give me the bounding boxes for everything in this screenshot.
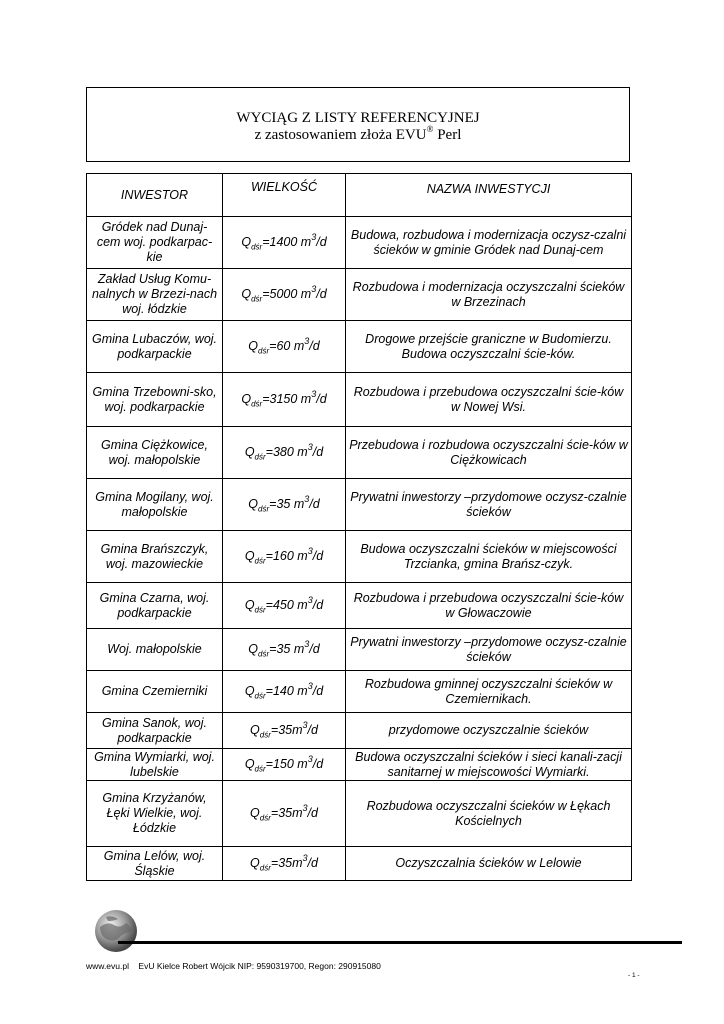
flow-unit: /d xyxy=(312,445,324,459)
investment-name-cell: Przebudowa i rozbudowa oczyszczalni ście-ków w Ciężkowicach xyxy=(346,427,632,479)
flow-symbol: Q xyxy=(250,723,260,737)
column-header-investor: INWESTOR xyxy=(87,174,223,217)
flow-unit: /d xyxy=(309,497,320,511)
flow-value: =160 m xyxy=(265,549,308,563)
flow-exponent: 3 xyxy=(311,283,317,294)
column-header-size: WIELKOŚĆ xyxy=(223,174,346,217)
investment-name-cell: Budowa oczyszczalni ścieków i sieci kanali-zacji sanitarnej w miejscowości Wymiarki. xyxy=(346,749,632,781)
investor-cell: Gmina Brańszczyk, woj. mazowieckie xyxy=(87,531,223,583)
flow-unit: /d xyxy=(316,287,327,301)
table-row xyxy=(87,373,632,427)
size-cell xyxy=(223,321,346,373)
flow-symbol: Q xyxy=(244,445,255,459)
flow-unit: /d xyxy=(312,757,324,771)
flow-value: =5000 m xyxy=(262,287,312,301)
table-row xyxy=(87,427,632,479)
table-row xyxy=(87,479,632,531)
size-cell xyxy=(223,479,346,531)
flow-exponent: 3 xyxy=(304,335,310,346)
flow-value: =450 m xyxy=(265,598,308,612)
flow-value: =35 m xyxy=(269,642,305,656)
flow-symbol: Q xyxy=(244,684,255,698)
flow-unit: /d xyxy=(309,339,320,353)
flow-unit: /d xyxy=(307,723,318,737)
flow-subscript: dśr xyxy=(254,764,266,774)
flow-exponent: 3 xyxy=(307,680,313,691)
company-logo xyxy=(92,907,140,955)
flow-exponent: 3 xyxy=(307,753,313,764)
reference-table xyxy=(86,173,632,881)
flow-symbol: Q xyxy=(244,549,255,563)
flow-exponent: 3 xyxy=(311,388,317,399)
size-cell xyxy=(223,583,346,629)
flow-subscript: dśr xyxy=(259,813,271,823)
flow-value: =60 m xyxy=(269,339,305,353)
flow-value: =1400 m xyxy=(262,235,312,249)
investor-cell: Woj. małopolskie xyxy=(87,629,223,671)
investor-cell: Gmina Trzebowni-sko, woj. podkarpackie xyxy=(87,373,223,427)
investment-name-cell: Prywatni inwestorzy –przydomowe oczysz-czalnie ścieków xyxy=(346,629,632,671)
flow-exponent: 3 xyxy=(311,231,317,242)
investment-name-cell: Rozbudowa i modernizacja oczyszczalni ścieków w Brzezinach xyxy=(346,269,632,321)
flow-unit: /d xyxy=(316,235,327,249)
flow-symbol: Q xyxy=(248,497,259,511)
investment-name-cell: Budowa, rozbudowa i modernizacja oczysz-czalni ścieków w gminie Gródek nad Dunaj-cem xyxy=(346,217,632,269)
flow-symbol: Q xyxy=(241,392,252,406)
investor-cell: Gmina Wymiarki, woj. lubelskie xyxy=(87,749,223,781)
flow-value: =35 m xyxy=(269,497,305,511)
flow-subscript: dśr xyxy=(258,346,270,356)
column-header-investment-name: NAZWA INWESTYCJI xyxy=(346,174,632,217)
investment-name-cell: Rozbudowa oczyszczalni ścieków w Łękach Kościelnych xyxy=(346,781,632,847)
flow-unit: /d xyxy=(307,856,318,870)
flow-unit: /d xyxy=(309,642,320,656)
table-row xyxy=(87,217,632,269)
flow-exponent: 3 xyxy=(307,441,313,452)
flow-unit: /d xyxy=(312,598,324,612)
size-cell xyxy=(223,531,346,583)
table-row xyxy=(87,629,632,671)
investor-cell: Gmina Krzyżanów, Łęki Wielkie, woj. Łódzkie xyxy=(87,781,223,847)
size-cell xyxy=(223,847,346,881)
investment-name-cell: Budowa oczyszczalni ścieków w miejscowości Trzcianka, gmina Brańsz-czyk. xyxy=(346,531,632,583)
flow-unit: /d xyxy=(312,549,324,563)
table-header-row xyxy=(87,174,632,217)
flow-symbol: Q xyxy=(244,598,255,612)
flow-exponent: 3 xyxy=(307,594,313,605)
flow-value: =35m xyxy=(270,806,303,820)
table-row xyxy=(87,269,632,321)
investor-cell: Gmina Mogilany, woj. małopolskie xyxy=(87,479,223,531)
size-cell xyxy=(223,713,346,749)
flow-subscript: dśr xyxy=(258,504,270,514)
size-cell xyxy=(223,671,346,713)
investor-cell: Gmina Ciężkowice, woj. małopolskie xyxy=(87,427,223,479)
flow-symbol: Q xyxy=(244,757,255,771)
flow-exponent: 3 xyxy=(302,852,308,863)
size-cell xyxy=(223,217,346,269)
size-cell xyxy=(223,427,346,479)
investor-cell: Gmina Lubaczów, woj. podkarpackie xyxy=(87,321,223,373)
table-row xyxy=(87,749,632,781)
table-row xyxy=(87,321,632,373)
flow-exponent: 3 xyxy=(307,545,313,556)
size-cell xyxy=(223,749,346,781)
flow-symbol: Q xyxy=(250,806,260,820)
flow-unit: /d xyxy=(312,684,324,698)
investment-name-cell: Rozbudowa i przebudowa oczyszczalni ście-ków w Głowaczowie xyxy=(346,583,632,629)
table-row xyxy=(87,847,632,881)
flow-symbol: Q xyxy=(241,287,252,301)
flow-exponent: 3 xyxy=(302,802,308,813)
investor-cell: Gródek nad Dunaj-cem woj. podkarpac-kie xyxy=(87,217,223,269)
size-cell xyxy=(223,373,346,427)
table-row xyxy=(87,531,632,583)
investment-name-cell: Prywatni inwestorzy –przydomowe oczysz-czalnie ścieków xyxy=(346,479,632,531)
flow-exponent: 3 xyxy=(304,638,310,649)
flow-value: =150 m xyxy=(265,757,308,771)
flow-unit: /d xyxy=(307,806,318,820)
flow-subscript: dśr xyxy=(254,452,266,462)
flow-subscript: dśr xyxy=(254,556,266,566)
size-cell xyxy=(223,269,346,321)
investment-name-cell: Rozbudowa i przebudowa oczyszczalni ście-ków w Nowej Wsi. xyxy=(346,373,632,427)
footer-company-info: www.evu.pl EvU Kielce Robert Wójcik NIP: 9590319700, Regon: 290915080 xyxy=(86,961,381,971)
flow-subscript: dśr xyxy=(259,730,271,740)
table-row xyxy=(87,583,632,629)
investor-cell: Gmina Czemierniki xyxy=(87,671,223,713)
table-row xyxy=(87,781,632,847)
table-row xyxy=(87,671,632,713)
footer-divider xyxy=(118,941,682,944)
investment-name-cell: Rozbudowa gminnej oczyszczalni ścieków w Czemiernikach. xyxy=(346,671,632,713)
size-cell xyxy=(223,629,346,671)
flow-subscript: dśr xyxy=(259,863,271,873)
investment-name-cell: przydomowe oczyszczalnie ścieków xyxy=(346,713,632,749)
flow-symbol: Q xyxy=(250,856,260,870)
flow-symbol: Q xyxy=(241,235,252,249)
page-number: - 1 - xyxy=(628,972,640,979)
flow-subscript: dśr xyxy=(251,294,263,304)
flow-symbol: Q xyxy=(248,642,259,656)
investment-name-cell: Oczyszczalnia ścieków w Lelowie xyxy=(346,847,632,881)
flow-value: =380 m xyxy=(265,445,308,459)
flow-exponent: 3 xyxy=(302,719,308,730)
flow-subscript: dśr xyxy=(254,605,266,615)
investor-cell: Gmina Lelów, woj. Śląskie xyxy=(87,847,223,881)
flow-exponent: 3 xyxy=(304,493,310,504)
flow-subscript: dśr xyxy=(251,399,263,409)
document-subtitle: z zastosowaniem złoża EVU® Perl xyxy=(254,124,462,143)
flow-subscript: dśr xyxy=(251,242,263,252)
document-title-box xyxy=(86,87,630,162)
investor-cell: Gmina Sanok, woj. podkarpackie xyxy=(87,713,223,749)
flow-value: =140 m xyxy=(265,684,308,698)
flow-subscript: dśr xyxy=(258,649,270,659)
flow-unit: /d xyxy=(316,392,327,406)
flow-value: =35m xyxy=(270,723,303,737)
investment-name-cell: Drogowe przejście graniczne w Budomierzu. Budowa oczyszczalni ście-ków. xyxy=(346,321,632,373)
flow-value: =35m xyxy=(270,856,303,870)
flow-symbol: Q xyxy=(248,339,259,353)
investor-cell: Gmina Czarna, woj. podkarpackie xyxy=(87,583,223,629)
investor-cell: Zakład Usług Komu-nalnych w Brzezi-nach woj. łódzkie xyxy=(87,269,223,321)
document-title: WYCIĄG Z LISTY REFERENCYJNEJ xyxy=(236,110,480,126)
table-row xyxy=(87,713,632,749)
flow-value: =3150 m xyxy=(262,392,312,406)
flow-subscript: dśr xyxy=(254,691,266,701)
size-cell xyxy=(223,781,346,847)
